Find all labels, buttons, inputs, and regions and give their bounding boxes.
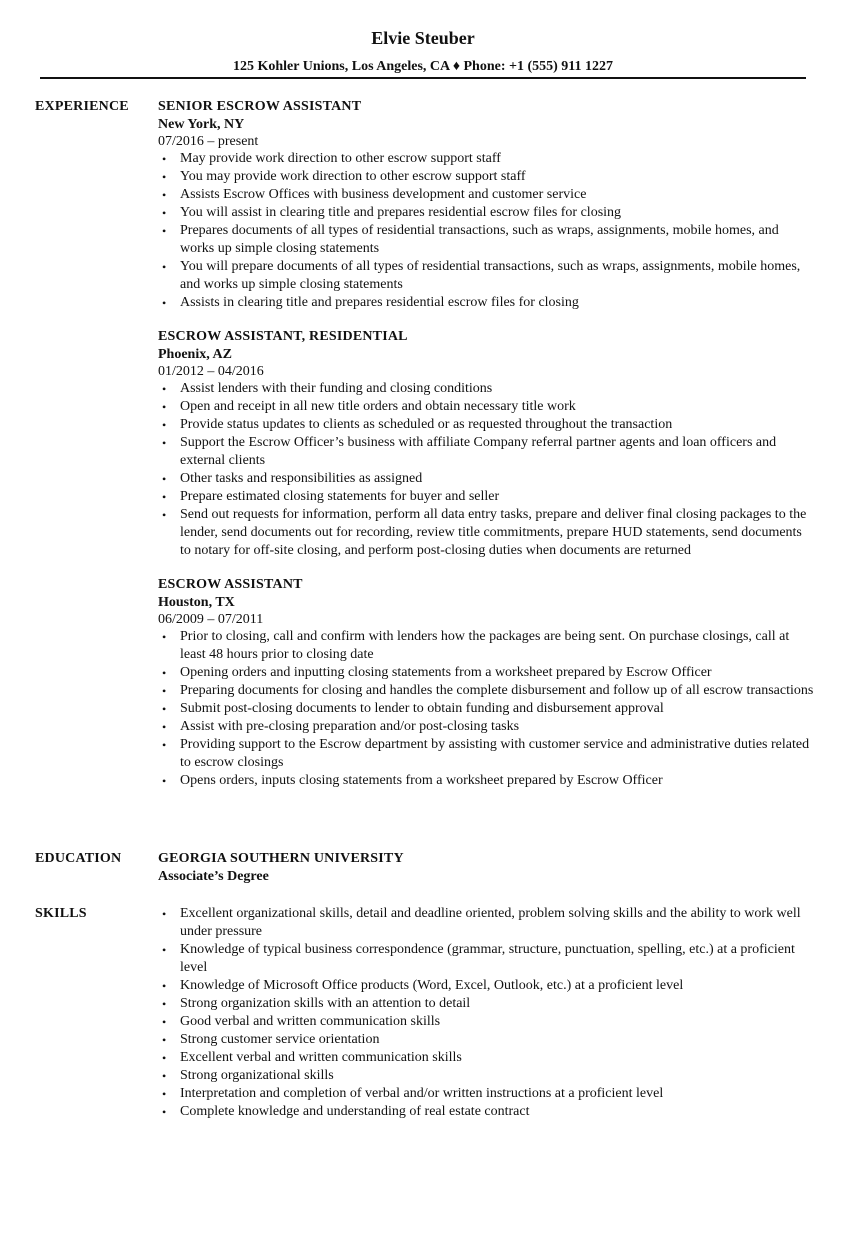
bullet-icon: • xyxy=(162,152,167,166)
list-item-text: Opening orders and inputting closing statements from a worksheet prepared by Escrow Officer xyxy=(180,665,712,680)
list-item xyxy=(158,1067,814,1085)
list-item xyxy=(158,380,814,398)
list-item-text: Prior to closing, call and confirm with lenders how the packages are being sent. On purchase closings, call at least 48 hours prior to closing date xyxy=(180,629,790,662)
job-dates: 06/2009 – 07/2011 xyxy=(158,612,264,627)
list-item xyxy=(158,995,814,1013)
bullet-icon: • xyxy=(162,400,167,414)
list-item xyxy=(158,664,814,682)
list-item-text: Knowledge of typical business correspondence (grammar, structure, punctuation, spelling, etc.) at a proficient level xyxy=(180,942,795,975)
list-item-text: Support the Escrow Officer’s business with affiliate Company referral partner agents and loan officers and external clients xyxy=(180,435,777,468)
list-item-text: Other tasks and responsibilities as assigned xyxy=(180,471,423,486)
list-item xyxy=(158,150,814,168)
contact-line: 125 Kohler Unions, Los Angeles, CA ♦ Phone: +1 (555) 911 1227 xyxy=(232,59,614,74)
list-item-text: Providing support to the Escrow department by assisting with customer service and administrative duties related to escrow closings xyxy=(180,737,810,770)
resume-name: Elvie Steuber xyxy=(371,28,475,48)
job-location: New York, NY xyxy=(158,117,245,132)
list-item-text: Assists in clearing title and prepares residential escrow files for closing xyxy=(180,295,579,310)
list-item xyxy=(158,772,814,790)
header-divider xyxy=(40,77,806,79)
bullet-icon: • xyxy=(162,630,167,644)
job-entry xyxy=(158,98,814,312)
list-item xyxy=(158,204,814,222)
list-item-text: Strong organization skills with an attention to detail xyxy=(180,996,471,1011)
list-item xyxy=(158,1031,814,1049)
job-location: Houston, TX xyxy=(158,595,235,610)
list-item xyxy=(158,294,814,312)
list-item xyxy=(158,222,814,258)
list-item xyxy=(158,470,814,488)
list-item xyxy=(158,506,814,560)
resume-body xyxy=(0,98,860,1121)
skills-section xyxy=(0,905,860,1121)
job-bullets xyxy=(158,150,814,312)
list-item-text: Complete knowledge and understanding of real estate contract xyxy=(180,1104,530,1119)
bullet-icon: • xyxy=(162,382,167,396)
bullet-icon: • xyxy=(162,206,167,220)
school-name: GEORGIA SOUTHERN UNIVERSITY xyxy=(158,851,404,866)
job-dates: 01/2012 – 04/2016 xyxy=(158,364,264,379)
bullet-icon: • xyxy=(162,224,167,238)
bullet-icon: • xyxy=(162,1105,167,1119)
job-dates: 07/2016 – present xyxy=(158,134,259,149)
list-item-text: Good verbal and written communication skills xyxy=(180,1014,441,1029)
list-item xyxy=(158,398,814,416)
list-item-text: You may provide work direction to other escrow support staff xyxy=(180,169,526,184)
bullet-icon: • xyxy=(162,508,167,522)
list-item xyxy=(158,941,814,977)
skills-body xyxy=(158,905,814,1121)
list-item xyxy=(158,682,814,700)
list-item xyxy=(158,1013,814,1031)
list-item-text: Send out requests for information, perform all data entry tasks, prepare and deliver final closing packages to the lender, send documents out for recording, review title commitments, prepare HUD statements, send documents to notary for off-site closing, and perform post-closing duties when documents are returned xyxy=(180,507,807,558)
bullet-icon: • xyxy=(162,296,167,310)
list-item xyxy=(158,905,814,941)
list-item-text: Assists Escrow Offices with business development and customer service xyxy=(180,187,587,202)
job-title: SENIOR ESCROW ASSISTANT xyxy=(158,99,362,114)
list-item xyxy=(158,628,814,664)
job-entry xyxy=(158,576,814,790)
list-item-text: Assist with pre-closing preparation and/or post-closing tasks xyxy=(180,719,520,734)
bullet-icon: • xyxy=(162,907,167,921)
bullet-icon: • xyxy=(162,684,167,698)
list-item-text: You will assist in clearing title and prepares residential escrow files for closing xyxy=(180,205,622,220)
job-bullets xyxy=(158,628,814,790)
section-title-experience: EXPERIENCE xyxy=(35,99,129,114)
list-item-text: May provide work direction to other escrow support staff xyxy=(180,151,501,166)
list-item-text: Prepare estimated closing statements for buyer and seller xyxy=(180,489,500,504)
bullet-icon: • xyxy=(162,1015,167,1029)
skills-list xyxy=(158,905,814,1121)
list-item-text: Open and receipt in all new title orders and obtain necessary title work xyxy=(180,399,576,414)
list-item-text: Strong organizational skills xyxy=(180,1068,334,1083)
section-title-education: EDUCATION xyxy=(35,851,122,866)
list-item xyxy=(158,718,814,736)
bullet-icon: • xyxy=(162,979,167,993)
bullet-icon: • xyxy=(162,702,167,716)
job-title: ESCROW ASSISTANT xyxy=(158,577,303,592)
list-item-text: Interpretation and completion of verbal and/or written instructions at a proficient level xyxy=(180,1086,664,1101)
bullet-icon: • xyxy=(162,260,167,274)
job-title: ESCROW ASSISTANT, RESIDENTIAL xyxy=(158,329,408,344)
list-item-text: Opens orders, inputs closing statements from a worksheet prepared by Escrow Officer xyxy=(180,773,663,788)
list-item-text: Provide status updates to clients as scheduled or as requested throughout the transaction xyxy=(180,417,673,432)
list-item xyxy=(158,488,814,506)
list-item-text: Strong customer service orientation xyxy=(180,1032,380,1047)
job-location: Phoenix, AZ xyxy=(158,347,232,362)
bullet-icon: • xyxy=(162,738,167,752)
list-item xyxy=(158,1049,814,1067)
bullet-icon: • xyxy=(162,1033,167,1047)
list-item xyxy=(158,186,814,204)
list-item-text: Submit post-closing documents to lender to obtain funding and disbursement approval xyxy=(180,701,664,716)
list-item xyxy=(158,1103,814,1121)
list-item-text: Prepares documents of all types of residential transactions, such as wraps, assignments, mobile homes, and works up simple closing statements xyxy=(180,223,779,256)
bullet-icon: • xyxy=(162,1087,167,1101)
list-item-text: Excellent organizational skills, detail and deadline oriented, problem solving skills and the ability to work well under pressure xyxy=(180,906,801,939)
bullet-icon: • xyxy=(162,720,167,734)
list-item-text: Preparing documents for closing and handles the complete disbursement and follow up of all escrow transactions xyxy=(180,683,814,698)
section-title-skills: SKILLS xyxy=(35,906,87,921)
education-section xyxy=(0,850,860,905)
bullet-icon: • xyxy=(162,943,167,957)
degree: Associate’s Degree xyxy=(158,869,269,884)
job-bullets xyxy=(158,380,814,560)
list-item xyxy=(158,258,814,294)
experience-section xyxy=(0,98,860,850)
bullet-icon: • xyxy=(162,436,167,450)
bullet-icon: • xyxy=(162,188,167,202)
experience-jobs xyxy=(158,98,814,790)
bullet-icon: • xyxy=(162,170,167,184)
list-item-text: Knowledge of Microsoft Office products (Word, Excel, Outlook, etc.) at a proficient level xyxy=(180,978,684,993)
list-item-text: You will prepare documents of all types of residential transactions, such as wraps, assignments, mobile homes, and works up simple closing statements xyxy=(180,259,801,292)
education-body xyxy=(158,850,814,886)
bullet-icon: • xyxy=(162,472,167,486)
list-item xyxy=(158,736,814,772)
bullet-icon: • xyxy=(162,666,167,680)
bullet-icon: • xyxy=(162,490,167,504)
bullet-icon: • xyxy=(162,1051,167,1065)
bullet-icon: • xyxy=(162,774,167,788)
bullet-icon: • xyxy=(162,997,167,1011)
list-item-text: Excellent verbal and written communication skills xyxy=(180,1050,462,1065)
list-item xyxy=(158,1085,814,1103)
list-item xyxy=(158,977,814,995)
list-item xyxy=(158,700,814,718)
list-item-text: Assist lenders with their funding and closing conditions xyxy=(180,381,493,396)
list-item xyxy=(158,416,814,434)
bullet-icon: • xyxy=(162,1069,167,1083)
job-entry xyxy=(158,328,814,560)
list-item xyxy=(158,434,814,470)
bullet-icon: • xyxy=(162,418,167,432)
list-item xyxy=(158,168,814,186)
